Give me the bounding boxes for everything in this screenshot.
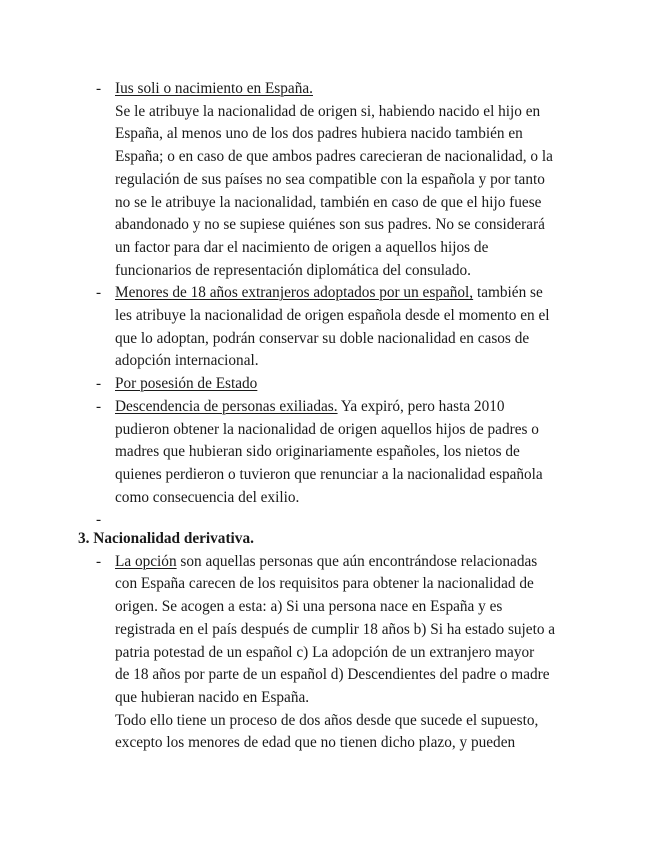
text-line: les atribuye la nacionalidad de origen española desde el momento en el: [115, 307, 550, 324]
text-line: de 18 años por parte de un español d) Descendientes del padre o madre: [115, 666, 550, 684]
text-line: un factor para dar el nacimiento de origen a aquellos hijos de: [115, 238, 489, 256]
text-line: abandonado y no se supiese quiénes son sus padres. No se considerará: [115, 216, 545, 234]
text-line: regulación de sus países no sea compatible con la española y por tanto: [115, 170, 545, 188]
text-line: España, al menos uno de los dos padres hubiera nacido también en: [115, 125, 523, 143]
text-line: con España carecen de los requisitos para obtener la nacionalidad de: [115, 575, 534, 593]
list-item-title: [115, 78, 313, 101]
list-bullet: -: [96, 375, 102, 393]
text-line: excepto los menores de edad que no tienen dicho plazo, y pueden: [115, 734, 516, 752]
underlined-term: La opción: [115, 552, 177, 570]
list-item-title: [115, 282, 543, 305]
text-line: no se le atribuye la nacionalidad, también en caso de que el hijo fuese: [115, 193, 542, 211]
list-bullet: -: [96, 552, 102, 570]
text-line: origen. Se acogen a esta: a) Si una persona nace en España y es: [115, 598, 503, 616]
text-line: madres que hubieran sido originariamente españoles, los nietos de: [115, 443, 520, 461]
list-bullet: -: [96, 511, 102, 529]
text-line: como consecuencia del exilio.: [115, 488, 300, 506]
text-line: España; o en caso de que ambos padres carecieran de nacionalidad, o la: [115, 148, 553, 166]
list-item-title: [115, 551, 537, 574]
text-line: Todo ello tiene un proceso de dos años desde que sucede el supuesto,: [115, 711, 539, 729]
text-line: adopción internacional.: [115, 352, 259, 370]
list-bullet: -: [96, 397, 102, 415]
text-line: que lo adoptan, podrán conservar su doble nacionalidad en casos de: [115, 329, 530, 347]
underlined-term: Por posesión de Estado: [115, 375, 258, 393]
text-line: funcionarios de representación diplomática del consulado.: [115, 261, 471, 279]
list-item-title: [115, 396, 505, 419]
underlined-term: Ius soli o nacimiento en España.: [115, 80, 313, 97]
text-line: quienes perdieron o tuvieron que renunciar a la nacionalidad española: [115, 465, 543, 483]
list-bullet: -: [96, 80, 102, 97]
underlined-term: Menores de 18 años extranjeros adoptados por un español,: [115, 284, 474, 302]
title-continuation: también se: [473, 284, 543, 302]
title-continuation: Ya expiró, pero hasta 2010: [337, 397, 505, 415]
text-line: pudieron obtener la nacionalidad de origen aquellos hijos de padres o: [115, 420, 539, 438]
title-continuation: son aquellas personas que aún encontrándose relacionadas: [176, 552, 538, 570]
text-line: Se le atribuye la nacionalidad de origen si, habiendo nacido el hijo en: [115, 102, 541, 120]
section-heading: 3. Nacionalidad derivativa.: [78, 530, 254, 547]
underlined-term: Descendencia de personas exiliadas.: [115, 397, 338, 415]
list-item-title: [115, 373, 257, 396]
text-line: patria potestad de un español c) La adopción de un extranjero mayor: [115, 643, 535, 661]
list-bullet: -: [96, 284, 102, 302]
text-line: registrada en el país después de cumplir 18 años b) Si ha estado sujeto a: [115, 620, 556, 638]
text-line: que hubieran nacido en España.: [115, 688, 310, 706]
